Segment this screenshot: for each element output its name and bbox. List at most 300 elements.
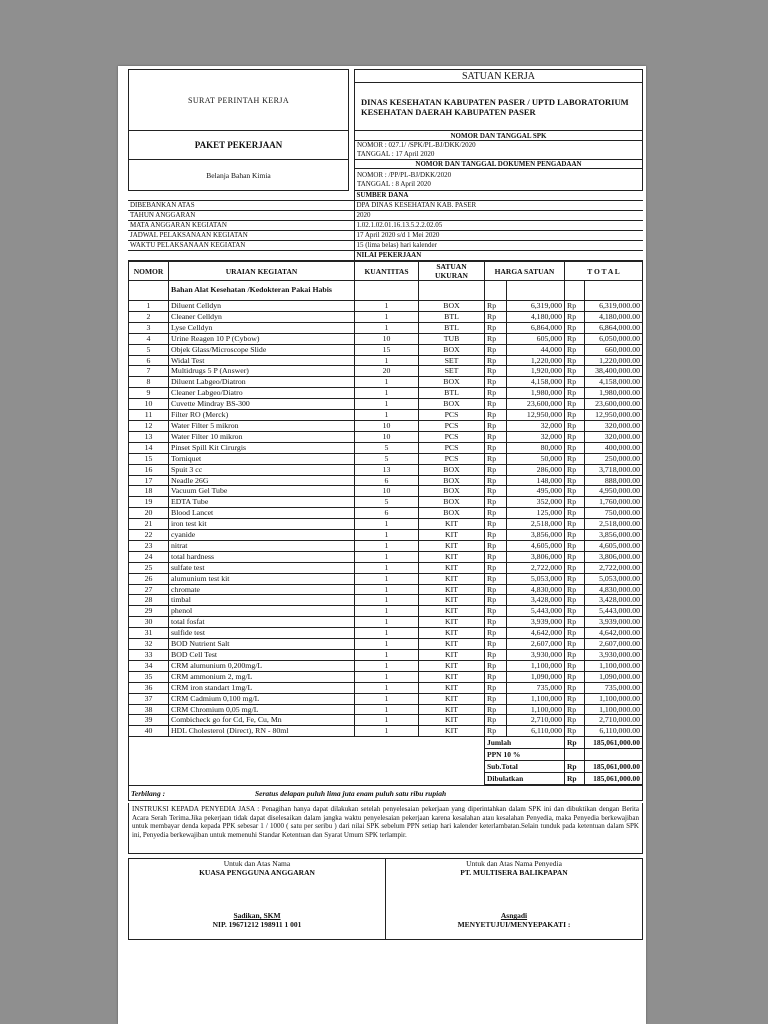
item-total: 1,980,000.00 (585, 388, 643, 399)
item-no: 3 (129, 322, 169, 333)
item-name: Blood Lancet (169, 508, 355, 519)
item-total-currency: Rp (565, 388, 585, 399)
summary-currency: Rp (565, 761, 585, 773)
sign-right-for: Untuk dan Atas Nama Penyedia (466, 859, 562, 869)
item-no: 34 (129, 660, 169, 671)
item-total: 1,090,000.00 (585, 671, 643, 682)
item-price: 3,856,000 (507, 530, 565, 541)
item-total: 4,158,000.00 (585, 377, 643, 388)
item-name: Diluent Celldyn (169, 301, 355, 312)
item-no: 19 (129, 497, 169, 508)
item-total: 6,110,000.00 (585, 726, 643, 737)
item-total: 4,180,000.00 (585, 311, 643, 322)
item-total-currency: Rp (565, 562, 585, 573)
item-price-currency: Rp (485, 682, 507, 693)
item-price: 5,443,000 (507, 606, 565, 617)
item-qty: 1 (355, 311, 419, 322)
item-price-currency: Rp (485, 671, 507, 682)
item-qty: 1 (355, 606, 419, 617)
items-table (128, 261, 643, 785)
mata-anggaran-label: MATA ANGGARAN KEGIATAN (128, 221, 354, 231)
item-price: 3,428,000 (507, 595, 565, 606)
item-price: 4,642,000 (507, 628, 565, 639)
item-price-currency: Rp (485, 508, 507, 519)
item-no: 20 (129, 508, 169, 519)
item-price-currency: Rp (485, 420, 507, 431)
item-name: total hardness (169, 551, 355, 562)
item-price: 1,220,000 (507, 355, 565, 366)
item-total: 2,710,000.00 (585, 715, 643, 726)
table-row (129, 508, 643, 519)
table-row (129, 671, 643, 682)
item-unit: BOX (419, 464, 485, 475)
sign-right-agree: MENYETUJUI/MENYEPAKATI : (457, 920, 571, 930)
item-price: 3,806,000 (507, 551, 565, 562)
item-qty: 1 (355, 704, 419, 715)
item-total-currency: Rp (565, 530, 585, 541)
item-price-currency: Rp (485, 715, 507, 726)
item-total-currency: Rp (565, 333, 585, 344)
item-total-currency: Rp (565, 540, 585, 551)
item-price: 2,607,000 (507, 639, 565, 650)
item-total-currency: Rp (565, 475, 585, 486)
item-total: 4,642,000.00 (585, 628, 643, 639)
item-price-currency: Rp (485, 442, 507, 453)
table-row (129, 333, 643, 344)
item-no: 23 (129, 540, 169, 551)
item-no: 31 (129, 628, 169, 639)
item-total-currency: Rp (565, 301, 585, 312)
item-qty: 1 (355, 726, 419, 737)
pengadaan-tanggal: TANGGAL : 8 April 2020 (357, 179, 431, 188)
satuan-kerja-value: DINAS KESEHATAN KABUPATEN PASER / UPTD LABORATORIUM KESEHATAN DAERAH KABUPATEN PASER (355, 83, 643, 131)
item-price-currency: Rp (485, 573, 507, 584)
item-total-currency: Rp (565, 682, 585, 693)
item-total-currency: Rp (565, 322, 585, 333)
item-price-currency: Rp (485, 464, 507, 475)
item-total-currency: Rp (565, 573, 585, 584)
item-name: Cuvette Mindray BS-300 (169, 399, 355, 410)
item-name: HDL Cholesterol (Direct), RN - 80ml (169, 726, 355, 737)
item-qty: 1 (355, 322, 419, 333)
item-no: 30 (129, 617, 169, 628)
item-price: 6,864,000 (507, 322, 565, 333)
item-name: chromate (169, 584, 355, 595)
item-total: 3,856,000.00 (585, 530, 643, 541)
item-qty: 6 (355, 475, 419, 486)
item-unit: KIT (419, 519, 485, 530)
item-total-currency: Rp (565, 660, 585, 671)
item-total: 1,220,000.00 (585, 355, 643, 366)
table-row (129, 497, 643, 508)
item-qty: 10 (355, 333, 419, 344)
item-price: 1,090,000 (507, 671, 565, 682)
item-qty: 10 (355, 420, 419, 431)
item-qty: 1 (355, 399, 419, 410)
item-name: nitrat (169, 540, 355, 551)
item-name: Combicheck go for Cd, Fe, Cu, Mn (169, 715, 355, 726)
item-name: Widal Test (169, 355, 355, 366)
item-price-currency: Rp (485, 551, 507, 562)
summary-label: Sub.Total (485, 761, 565, 773)
item-qty: 1 (355, 584, 419, 595)
item-qty: 1 (355, 693, 419, 704)
header-table (128, 69, 643, 191)
item-qty: 1 (355, 551, 419, 562)
summary-row (129, 749, 643, 761)
item-qty: 1 (355, 671, 419, 682)
item-price: 2,710,000 (507, 715, 565, 726)
item-unit: BTL (419, 322, 485, 333)
item-qty: 5 (355, 453, 419, 464)
summary-row (129, 773, 643, 785)
item-qty: 1 (355, 660, 419, 671)
item-unit: PCS (419, 453, 485, 464)
item-unit: KIT (419, 573, 485, 584)
item-unit: BTL (419, 388, 485, 399)
table-row (129, 693, 643, 704)
item-total-currency: Rp (565, 551, 585, 562)
table-row (129, 344, 643, 355)
summary-row (129, 737, 643, 749)
tahun-label: TAHUN ANGGARAN (128, 211, 354, 221)
item-unit: KIT (419, 628, 485, 639)
item-price: 2,722,000 (507, 562, 565, 573)
item-qty: 13 (355, 464, 419, 475)
item-qty: 1 (355, 301, 419, 312)
item-name: sulfide test (169, 628, 355, 639)
item-total-currency: Rp (565, 420, 585, 431)
table-row (129, 519, 643, 530)
item-name: Neadle 26G (169, 475, 355, 486)
table-row (129, 715, 643, 726)
item-name: CRM alumunium 0,200mg/L (169, 660, 355, 671)
item-total: 6,319,000.00 (585, 301, 643, 312)
item-no: 16 (129, 464, 169, 475)
dibebankan-value: DPA DINAS KESEHATAN KAB. PASER (354, 201, 643, 211)
item-no: 28 (129, 595, 169, 606)
item-price-currency: Rp (485, 584, 507, 595)
item-price: 50,000 (507, 453, 565, 464)
item-total: 3,806,000.00 (585, 551, 643, 562)
item-qty: 1 (355, 410, 419, 421)
pengadaan-nomor: NOMOR : /PP/PL-BJ/DKK/2020 (357, 170, 452, 179)
paket-label: PAKET PEKERJAAN (129, 131, 349, 160)
item-total-currency: Rp (565, 650, 585, 661)
item-unit: BOX (419, 508, 485, 519)
item-price-currency: Rp (485, 410, 507, 421)
item-qty: 1 (355, 573, 419, 584)
item-name: timbal (169, 595, 355, 606)
item-qty: 1 (355, 617, 419, 628)
item-name: Cleaner Celldyn (169, 311, 355, 322)
item-price: 3,930,000 (507, 650, 565, 661)
item-price-currency: Rp (485, 650, 507, 661)
item-price-currency: Rp (485, 704, 507, 715)
table-row (129, 377, 643, 388)
table-row (129, 682, 643, 693)
item-total: 3,428,000.00 (585, 595, 643, 606)
item-unit: KIT (419, 660, 485, 671)
item-unit: KIT (419, 530, 485, 541)
item-price-currency: Rp (485, 606, 507, 617)
item-unit: PCS (419, 431, 485, 442)
item-qty: 1 (355, 715, 419, 726)
item-unit: KIT (419, 693, 485, 704)
item-total: 6,050,000.00 (585, 333, 643, 344)
col-uraian: URAIAN KEGIATAN (169, 262, 355, 281)
spk-document (128, 69, 643, 940)
item-total: 1,100,000.00 (585, 660, 643, 671)
item-price-currency: Rp (485, 377, 507, 388)
item-no: 15 (129, 453, 169, 464)
summary-currency (565, 749, 585, 761)
nilai-label: NILAI PEKERJAAN (354, 251, 643, 261)
item-name: Diluent Labgeo/Diatron (169, 377, 355, 388)
item-no: 29 (129, 606, 169, 617)
jadwal-value: 17 April 2020 s/d 1 Mei 2020 (354, 231, 643, 241)
item-no: 22 (129, 530, 169, 541)
item-price-currency: Rp (485, 660, 507, 671)
table-row (129, 420, 643, 431)
dibebankan-label: DIBEBANKAN ATAS (128, 201, 354, 211)
item-no: 1 (129, 301, 169, 312)
table-row (129, 355, 643, 366)
item-price-currency: Rp (485, 475, 507, 486)
item-price-currency: Rp (485, 497, 507, 508)
item-total-currency: Rp (565, 442, 585, 453)
item-name: CRM ammonium 2, mg/L (169, 671, 355, 682)
item-qty: 1 (355, 355, 419, 366)
budget-info-table (128, 191, 643, 261)
table-row (129, 606, 643, 617)
item-total-currency: Rp (565, 344, 585, 355)
item-unit: TUB (419, 333, 485, 344)
item-total-currency: Rp (565, 508, 585, 519)
table-row (129, 475, 643, 486)
item-unit: BOX (419, 475, 485, 486)
summary-value: 185,061,000.00 (585, 737, 643, 749)
item-no: 5 (129, 344, 169, 355)
item-price: 32,000 (507, 431, 565, 442)
table-row (129, 726, 643, 737)
item-unit: BOX (419, 377, 485, 388)
tahun-value: 2020 (354, 211, 643, 221)
item-qty: 1 (355, 388, 419, 399)
document-title: SURAT PERINTAH KERJA (129, 70, 349, 131)
table-row (129, 453, 643, 464)
col-satuan: SATUAN UKURAN (419, 262, 485, 281)
table-row (129, 388, 643, 399)
item-total: 5,053,000.00 (585, 573, 643, 584)
paket-value: Belanja Bahan Kimia (129, 160, 349, 191)
item-price: 5,053,000 (507, 573, 565, 584)
item-price-currency: Rp (485, 540, 507, 551)
item-no: 4 (129, 333, 169, 344)
item-unit: PCS (419, 410, 485, 421)
item-name: BOD Cell Test (169, 650, 355, 661)
col-total: T O T A L (565, 262, 643, 281)
item-unit: BOX (419, 486, 485, 497)
item-price: 2,518,000 (507, 519, 565, 530)
item-name: CRM Cadmium 0,100 mg/L (169, 693, 355, 704)
item-total-currency: Rp (565, 453, 585, 464)
sign-right-company: PT. MULTISERA BALIKPAPAN (460, 868, 568, 878)
item-no: 17 (129, 475, 169, 486)
item-total: 1,100,000.00 (585, 704, 643, 715)
item-total-currency: Rp (565, 410, 585, 421)
table-row (129, 551, 643, 562)
table-row (129, 704, 643, 715)
item-unit: BOX (419, 344, 485, 355)
item-no: 11 (129, 410, 169, 421)
item-unit: KIT (419, 540, 485, 551)
item-total: 4,830,000.00 (585, 584, 643, 595)
item-total: 250,000.00 (585, 453, 643, 464)
item-total-currency: Rp (565, 311, 585, 322)
item-total: 4,605,000.00 (585, 540, 643, 551)
item-total-currency: Rp (565, 628, 585, 639)
item-qty: 1 (355, 562, 419, 573)
satuan-kerja-label: SATUAN KERJA (355, 70, 643, 83)
summary-value: 185,061,000.00 (585, 773, 643, 785)
item-price-currency: Rp (485, 388, 507, 399)
item-total-currency: Rp (565, 464, 585, 475)
item-total-currency: Rp (565, 366, 585, 377)
item-unit: KIT (419, 595, 485, 606)
table-row (129, 628, 643, 639)
item-unit: PCS (419, 420, 485, 431)
item-no: 21 (129, 519, 169, 530)
item-total-currency: Rp (565, 377, 585, 388)
item-total-currency: Rp (565, 355, 585, 366)
item-unit: KIT (419, 606, 485, 617)
item-unit: KIT (419, 704, 485, 715)
table-row (129, 442, 643, 453)
item-price-currency: Rp (485, 355, 507, 366)
item-no: 38 (129, 704, 169, 715)
item-price-currency: Rp (485, 431, 507, 442)
item-name: Filter RO (Merck) (169, 410, 355, 421)
summary-label: Jumlah (485, 737, 565, 749)
item-price: 352,000 (507, 497, 565, 508)
item-price-currency: Rp (485, 453, 507, 464)
item-price: 1,100,000 (507, 660, 565, 671)
item-unit: KIT (419, 726, 485, 737)
item-total-currency: Rp (565, 497, 585, 508)
item-price-currency: Rp (485, 693, 507, 704)
item-price-currency: Rp (485, 486, 507, 497)
item-name: sulfate test (169, 562, 355, 573)
item-total-currency: Rp (565, 399, 585, 410)
item-name: CRM Chromium 0,05 mg/L (169, 704, 355, 715)
item-name: phenol (169, 606, 355, 617)
item-price: 4,830,000 (507, 584, 565, 595)
table-row (129, 311, 643, 322)
item-unit: BOX (419, 497, 485, 508)
item-total: 5,443,000.00 (585, 606, 643, 617)
summary-row (129, 761, 643, 773)
item-price-currency: Rp (485, 726, 507, 737)
waktu-value: 15 (lima belas) hari kalender (354, 241, 643, 251)
item-price-currency: Rp (485, 617, 507, 628)
item-price: 6,319,000 (507, 301, 565, 312)
item-total-currency: Rp (565, 693, 585, 704)
item-total: 660,000.00 (585, 344, 643, 355)
item-qty: 5 (355, 442, 419, 453)
item-name: cyanide (169, 530, 355, 541)
item-total-currency: Rp (565, 606, 585, 617)
table-row (129, 322, 643, 333)
summary-currency: Rp (565, 773, 585, 785)
item-total: 6,864,000.00 (585, 322, 643, 333)
item-qty: 1 (355, 595, 419, 606)
item-no: 40 (129, 726, 169, 737)
item-price: 148,000 (507, 475, 565, 486)
table-row (129, 530, 643, 541)
item-total: 320,000.00 (585, 431, 643, 442)
item-qty: 1 (355, 628, 419, 639)
item-no: 25 (129, 562, 169, 573)
item-price: 1,100,000 (507, 693, 565, 704)
item-no: 7 (129, 366, 169, 377)
group-title: Bahan Alat Kesehatan /Kedokteran Pakai Habis (169, 281, 355, 301)
item-name: iron test kit (169, 519, 355, 530)
item-price-currency: Rp (485, 333, 507, 344)
item-name: Spuit 3 cc (169, 464, 355, 475)
item-name: BOD Nutrient Salt (169, 639, 355, 650)
item-price-currency: Rp (485, 366, 507, 377)
item-total: 38,400,000.00 (585, 366, 643, 377)
item-total-currency: Rp (565, 671, 585, 682)
item-total-currency: Rp (565, 704, 585, 715)
item-no: 14 (129, 442, 169, 453)
table-row (129, 301, 643, 312)
item-total: 400,000.00 (585, 442, 643, 453)
table-row (129, 660, 643, 671)
spk-nomor: NOMOR : 027.1/ /SPK/PL-BJ/DKK/2020 (357, 141, 476, 149)
items-header-row (129, 262, 643, 281)
item-total: 12,950,000.00 (585, 410, 643, 421)
pengadaan-label: NOMOR DAN TANGGAL DOKUMEN PENGADAAN (355, 160, 643, 169)
spk-number-date (355, 141, 643, 160)
item-no: 26 (129, 573, 169, 584)
item-price-currency: Rp (485, 639, 507, 650)
sumber-dana-label: SUMBER DANA (354, 191, 643, 201)
item-price: 4,605,000 (507, 540, 565, 551)
item-unit: KIT (419, 715, 485, 726)
item-price-currency: Rp (485, 301, 507, 312)
item-price-currency: Rp (485, 628, 507, 639)
sign-left-for: Untuk dan Atas Nama (223, 859, 291, 869)
item-name: Cleaner Labgeo/Diatro (169, 388, 355, 399)
sign-left-nip: NIP. 19671212 198911 1 001 (212, 920, 302, 930)
item-price: 1,920,000 (507, 366, 565, 377)
table-row (129, 595, 643, 606)
item-name: total fosfat (169, 617, 355, 628)
table-row (129, 650, 643, 661)
item-no: 37 (129, 693, 169, 704)
item-total: 320,000.00 (585, 420, 643, 431)
item-total-currency: Rp (565, 715, 585, 726)
summary-value (585, 749, 643, 761)
col-kuantitas: KUANTITAS (355, 262, 419, 281)
item-total-currency: Rp (565, 595, 585, 606)
item-unit: PCS (419, 442, 485, 453)
item-price: 44,000 (507, 344, 565, 355)
item-qty: 20 (355, 366, 419, 377)
table-row (129, 366, 643, 377)
